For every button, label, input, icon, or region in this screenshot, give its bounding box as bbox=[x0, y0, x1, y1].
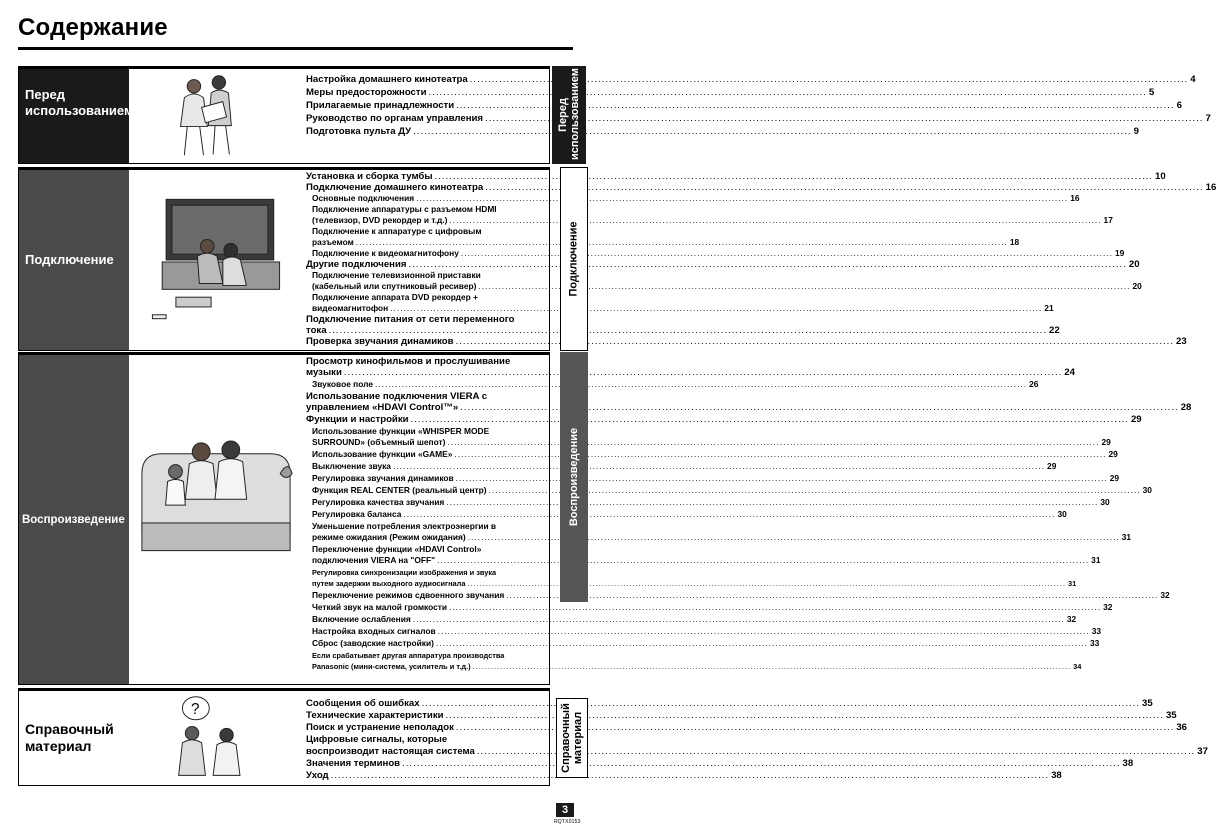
toc-entry-line: Подключение аппарата DVD рекордер + bbox=[312, 292, 478, 302]
toc-entry[interactable]: Уход ..... 38 bbox=[306, 770, 545, 781]
toc-entry[interactable]: Функции и настройки ..... 29 bbox=[306, 414, 545, 425]
tv-stand-icon bbox=[131, 170, 301, 350]
illustration-question-people bbox=[131, 691, 301, 785]
couple-reading-icon bbox=[131, 69, 301, 163]
section-label-connection: Подключение bbox=[19, 170, 129, 350]
toc-entry[interactable]: управлением «HDAVI Control™» ..... 28 bbox=[306, 402, 545, 413]
title-rule bbox=[18, 47, 573, 50]
toc-entry[interactable]: Подключение к видеомагнитофону ..... 19 bbox=[312, 248, 545, 259]
toc-entry-line: Просмотр кинофильмов и прослушивание bbox=[306, 356, 511, 367]
toc-entry-line: Использование подключения VIERA с bbox=[306, 391, 488, 402]
toc-entry[interactable]: Технические характеристики ..... 35 bbox=[306, 710, 545, 721]
toc-entry[interactable]: Сообщения об ошибках ..... 35 bbox=[306, 698, 545, 709]
toc-entry[interactable]: Подключение домашнего кинотеатра ..... 16 bbox=[306, 182, 545, 193]
toc-entry[interactable]: Регулировка баланса ..... 30 bbox=[312, 509, 545, 520]
toc-entry[interactable]: Руководство по органам управления ..... 7 bbox=[306, 113, 545, 124]
toc-entry[interactable]: Основные подключения ..... 16 bbox=[312, 193, 545, 204]
toc-entry[interactable]: SURROUND» (объемный шепот) ..... 29 bbox=[312, 437, 545, 448]
toc-entry[interactable]: Функция REAL CENTER (реальный центр) ..... 30 bbox=[312, 485, 545, 496]
toc-entry[interactable]: Настройка домашнего кинотеатра ..... 4 bbox=[306, 74, 545, 85]
toc-entry-line: Уменьшение потребления электроэнергии в bbox=[312, 521, 497, 531]
family-sofa-icon bbox=[131, 355, 301, 684]
toc-entry-line: Подключение телевизионной приставки bbox=[312, 270, 481, 280]
illustration-tv-connection bbox=[131, 170, 301, 350]
side-tab-reference[interactable]: Справочный материал bbox=[556, 698, 588, 778]
section-playback bbox=[18, 352, 1192, 685]
side-tab-before-use[interactable]: Перед использованием bbox=[552, 66, 586, 164]
toc-entry[interactable]: тока ..... 22 bbox=[306, 325, 545, 336]
toc-entry[interactable]: Регулировка звучания динамиков ..... 29 bbox=[312, 473, 545, 484]
toc-entry[interactable]: Включение ослабления ..... 32 bbox=[312, 614, 545, 625]
section-before-use bbox=[18, 66, 1211, 164]
section-connection bbox=[18, 167, 1216, 351]
toc-entry[interactable]: Регулировка качества звучания ..... 30 bbox=[312, 497, 545, 508]
toc-entry-line: Переключение функции «HDAVI Control» bbox=[312, 544, 482, 554]
section-label-before-use: Перед использованием bbox=[19, 69, 129, 163]
toc-entry-line: Использование функции «WHISPER MODE bbox=[312, 426, 490, 436]
document-code: RQTX0153 bbox=[554, 819, 581, 825]
page-title: Содержание bbox=[18, 14, 168, 41]
toc-entry[interactable]: Четкий звук на малой громкости ..... 32 bbox=[312, 602, 545, 613]
illustration-couple-reading bbox=[131, 69, 301, 163]
side-tab-connection[interactable]: Подключение bbox=[560, 167, 588, 351]
toc-entry-line: Регулировка синхронизации изображения и звука bbox=[312, 568, 497, 577]
toc-entry[interactable]: подключения VIERA на "OFF" ..... 31 bbox=[312, 555, 545, 566]
toc-entry[interactable]: Переключение режимов сдвоенного звучания ..... 32 bbox=[312, 590, 545, 601]
toc-entry[interactable]: (телевизор, DVD рекордер и т.д.) ..... 17 bbox=[312, 215, 545, 226]
toc-entry-line: Если срабатывает другая аппаратура производства bbox=[312, 651, 505, 660]
toc-entry[interactable]: Настройка входных сигналов ..... 33 bbox=[312, 626, 545, 637]
toc-entry[interactable]: Значения терминов ..... 38 bbox=[306, 758, 545, 769]
page-number: 3 bbox=[556, 803, 574, 817]
svg-text:?: ? bbox=[191, 701, 200, 719]
toc-entry[interactable]: Меры предосторожности ..... 5 bbox=[306, 87, 545, 98]
toc-entry-line: Подключение аппаратуры с разъемом HDMI bbox=[312, 204, 497, 214]
toc-entry[interactable]: Поиск и устранение неполадок ..... 36 bbox=[306, 722, 545, 733]
toc-entry[interactable]: Выключение звука ..... 29 bbox=[312, 461, 545, 472]
toc-entry[interactable]: режиме ожидания (Режим ожидания) ..... 31 bbox=[312, 532, 545, 543]
section-reference bbox=[18, 688, 1208, 786]
toc-entry-line: Подключение к аппаратуре с цифровым bbox=[312, 226, 482, 236]
toc-entry[interactable]: музыки ..... 24 bbox=[306, 367, 545, 378]
toc-entry[interactable]: Использование функции «GAME» ..... 29 bbox=[312, 449, 545, 460]
toc-entry-line: Подключение питания от сети переменного bbox=[306, 314, 515, 325]
question-mark-icon bbox=[131, 691, 301, 785]
toc-entry[interactable]: Сброс (заводские настройки) ..... 33 bbox=[312, 638, 545, 649]
toc-entry[interactable]: Panasonic (мини-система, усилитель и т.д.) ..... 34 bbox=[312, 661, 545, 672]
toc-entry-line: Цифровые сигналы, которые bbox=[306, 734, 448, 745]
toc-entry[interactable]: разъемом ..... 18 bbox=[312, 237, 545, 248]
toc-entry[interactable]: Проверка звучания динамиков ..... 23 bbox=[306, 336, 545, 347]
illustration-family-sofa bbox=[131, 355, 301, 684]
toc-entry[interactable]: (кабельный или спутниковый ресивер) ..... 20 bbox=[312, 281, 545, 292]
toc-entry[interactable]: Другие подключения ..... 20 bbox=[306, 259, 545, 270]
side-tab-playback[interactable]: Воспроизведение bbox=[560, 352, 588, 602]
toc-entry[interactable]: Установка и сборка тумбы ..... 10 bbox=[306, 171, 545, 182]
toc-entry[interactable]: Подготовка пульта ДУ ..... 9 bbox=[306, 126, 545, 137]
section-label-playback: Воспроизведение bbox=[19, 355, 129, 684]
toc-entry[interactable]: Звуковое поле ..... 26 bbox=[312, 379, 545, 390]
toc-entry[interactable]: путем задержки выходного аудиосигнала ..... 31 bbox=[312, 578, 545, 589]
toc-entry[interactable]: воспроизводит настоящая система ..... 37 bbox=[306, 746, 545, 757]
toc-entry[interactable]: видеомагнитофон ..... 21 bbox=[312, 303, 545, 314]
section-label-reference: Справочный материал bbox=[19, 691, 119, 785]
toc-entry[interactable]: Прилагаемые принадлежности ..... 6 bbox=[306, 100, 545, 111]
toc-connection bbox=[306, 170, 1216, 350]
